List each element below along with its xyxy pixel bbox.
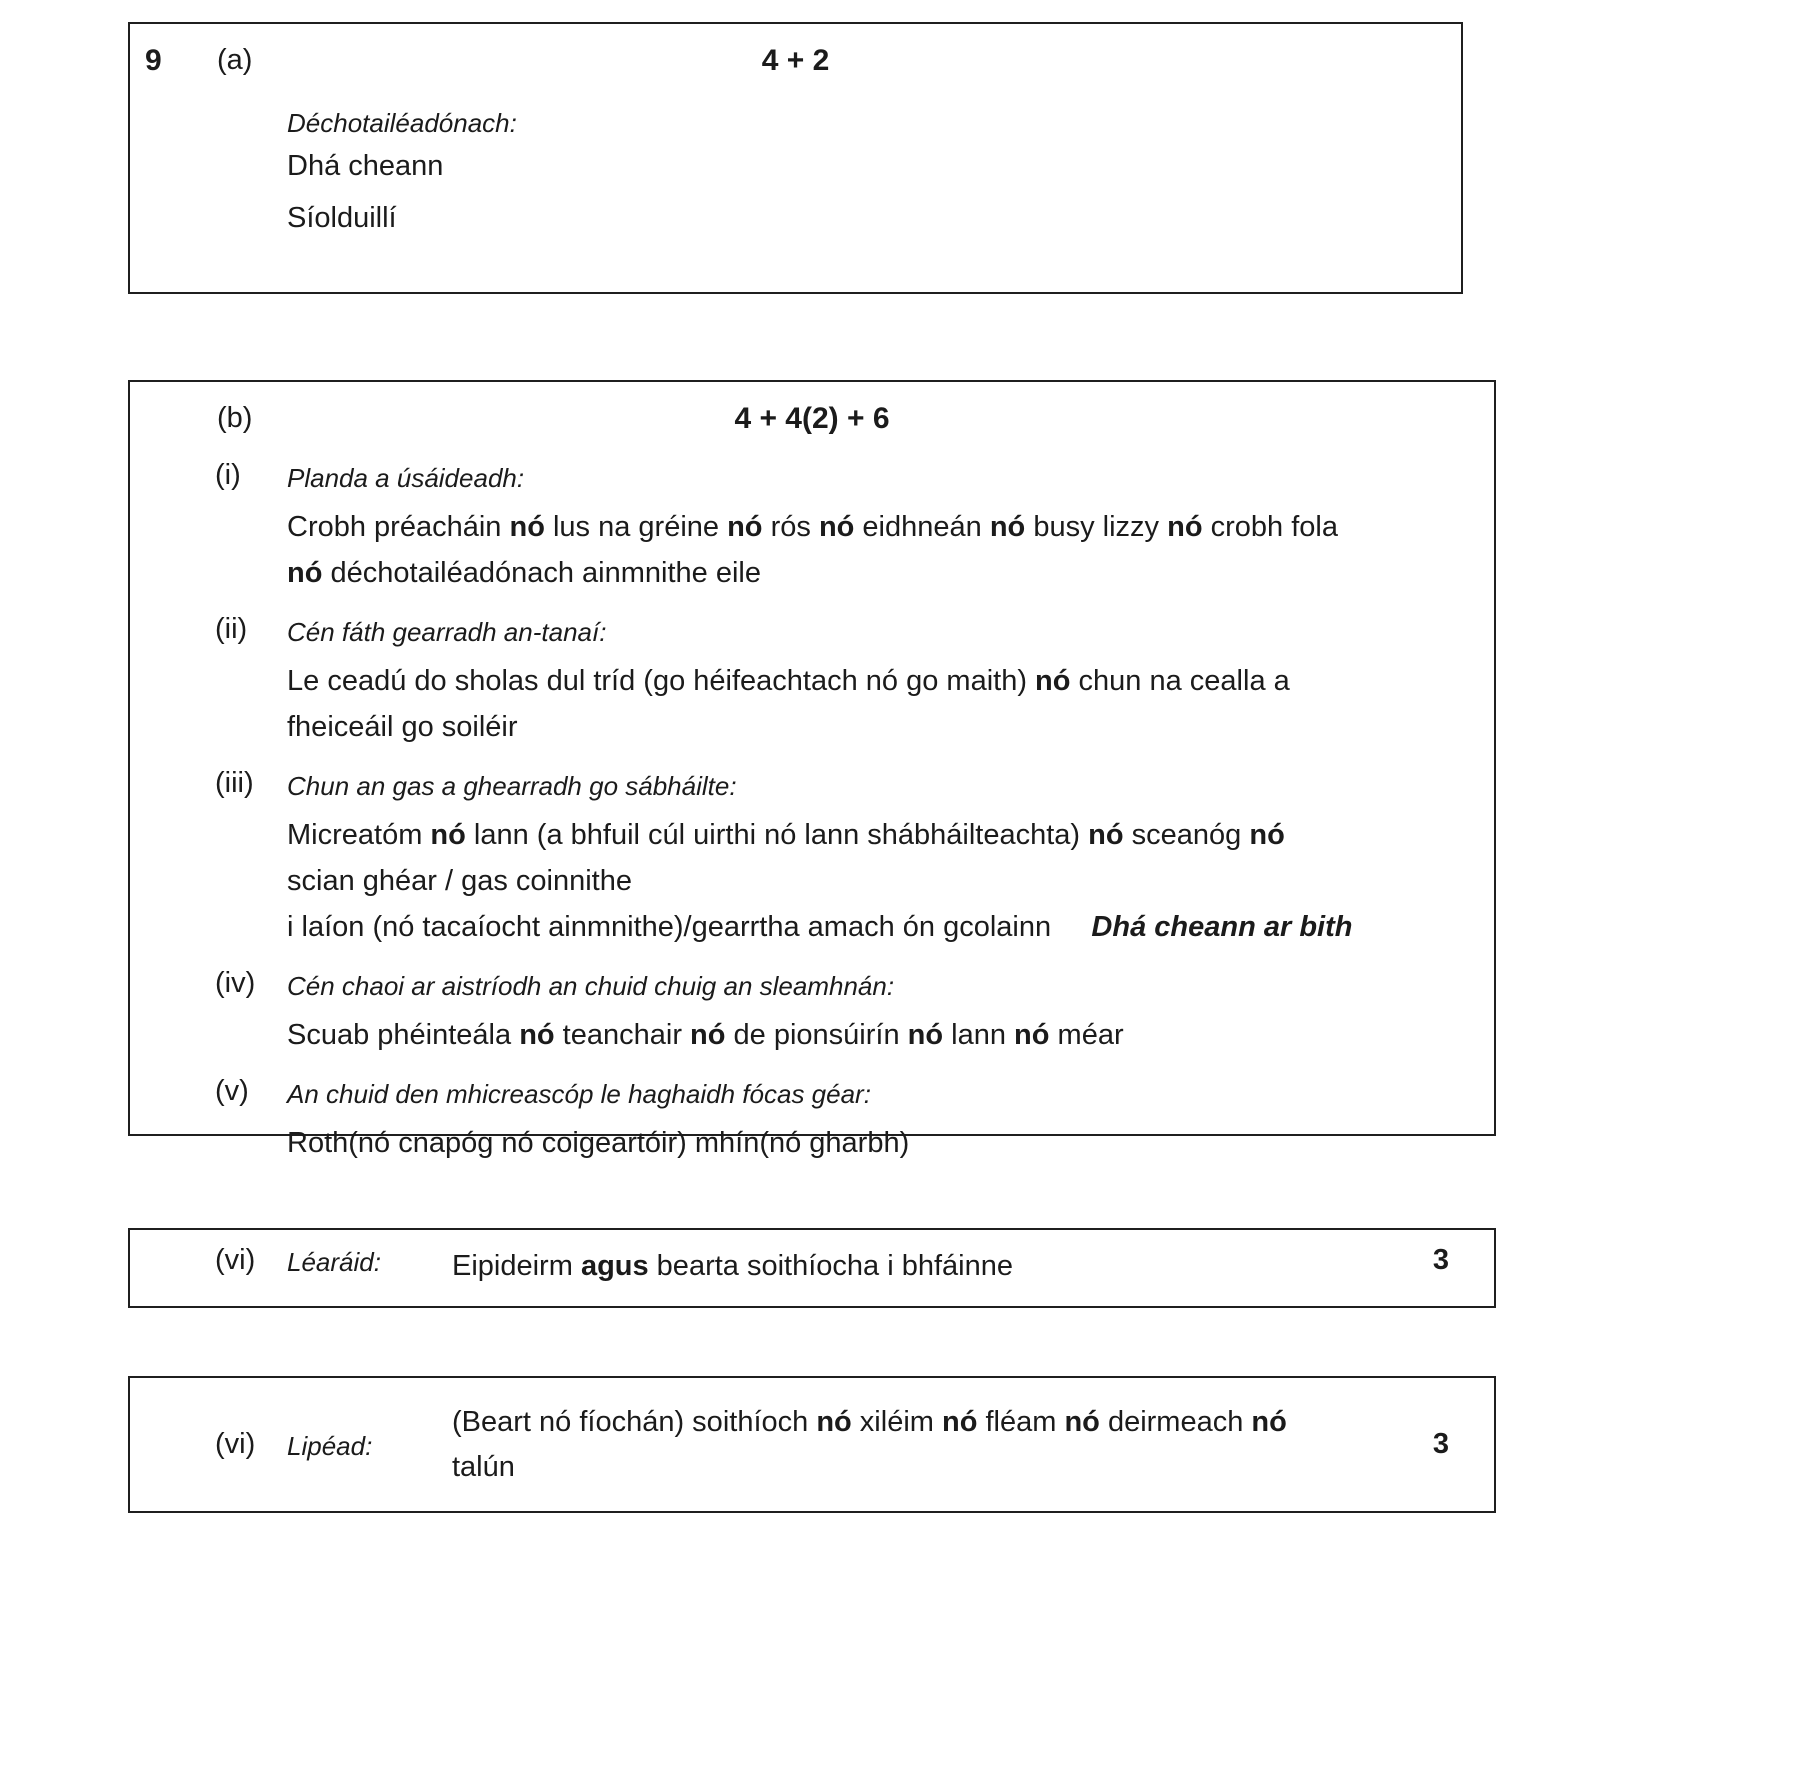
marks-value: 3 [1432,1428,1449,1460]
answer-line: talún [452,1450,515,1483]
box-9b-header [130,382,1494,440]
item-label: (iii) [215,767,254,799]
answer-prompt: Chun an gas a ghearradh go sábháilte: [287,771,737,801]
answer-line: Micreatóm nó lann (a bhfuil cúl uirthi nó lann shábháilteachta) nó sceanóg nó [287,819,1285,851]
vi-diagram-row [130,1230,1494,1289]
item-iii [130,766,1494,950]
answer-line: Roth(nó cnapóg nó coigeartóir) mhín(nó gharbh) [287,1127,910,1159]
box-9b-items [130,440,1494,1166]
answer-line: Scuab phéinteála nó teanchair nó de pionsúirín nó lann nó méar [287,1019,1124,1051]
answer-prompt: Lipéad: [287,1430,373,1461]
answer-box-9b [128,380,1496,1159]
item-content [287,458,1494,596]
box-9a-body [130,82,1461,244]
item-content [287,966,1494,1058]
marks-allocation-9b: 4 + 4(2) + 6 [734,402,890,435]
answer-prompt: Cén fáth gearradh an-tanaí: [287,617,607,647]
answer-line: Eipideirm agus bearta soithíocha i bhfáinne [452,1250,1013,1282]
item-label: (vi) [215,1244,256,1276]
answer-line: fheiceáil go soiléir [287,711,518,743]
answer-prompt: Léaráid: [287,1247,381,1277]
answer-line: scian ghéar / gas coinnithe [287,865,632,897]
answer-box-vi-label [128,1376,1496,1513]
answer-line: Crobh préacháin nó lus na gréine nó rós nó eidhneán nó busy lizzy nó crobh fola [287,511,1338,543]
item-label: (vi) [215,1428,256,1460]
answer-box-9a [128,22,1463,294]
answer-line: Dhá cheann [287,150,444,182]
answer-prompt: Déchotailéadónach: [287,108,517,138]
item-label: (v) [215,1075,249,1107]
answer-box-vi-diagram [128,1228,1496,1308]
question-number: 9 [145,44,162,77]
marks-allocation-9a: 4 + 2 [761,44,830,77]
answer-line: (Beart nó fíochán) soithíoch nó xiléim nó fléam nó deirmeach nó [452,1405,1287,1438]
item-content [287,612,1494,750]
answer-prompt: An chuid den mhicreascóp le haghaidh fócas géar: [287,1079,871,1109]
item-v [130,1074,1494,1166]
answer-text [452,1400,1379,1490]
answer-prompt: Planda a úsáideadh: [287,463,525,493]
item-i [130,458,1494,596]
part-label-a: (a) [217,44,253,76]
answer-prompt: Cén chaoi ar aistríodh an chuid chuig an sleamhnán: [287,971,895,1001]
answer-line: Le ceadú do sholas dul tríd (go héifeachtach nó go maith) nó chun na cealla a [287,665,1290,697]
part-label-b: (b) [217,402,253,434]
item-label: (iv) [215,967,256,999]
item-label: (ii) [215,613,248,645]
vi-label-row [130,1378,1494,1511]
item-content [287,1074,1494,1166]
answer-line: i laíon (nó tacaíocht ainmnithe)/gearrtha amach ón gcolainn Dhá cheann ar bith [287,911,1353,943]
box-9a-header [130,24,1461,82]
item-content [287,766,1494,950]
answer-line: Síolduillí [287,202,397,234]
item-label: (i) [215,459,241,491]
item-ii [130,612,1494,750]
answer-line: nó déchotailéadónach ainmnithe eile [287,557,761,589]
item-iv [130,966,1494,1058]
answer-text [452,1244,1379,1289]
marks-value: 3 [1432,1244,1449,1276]
